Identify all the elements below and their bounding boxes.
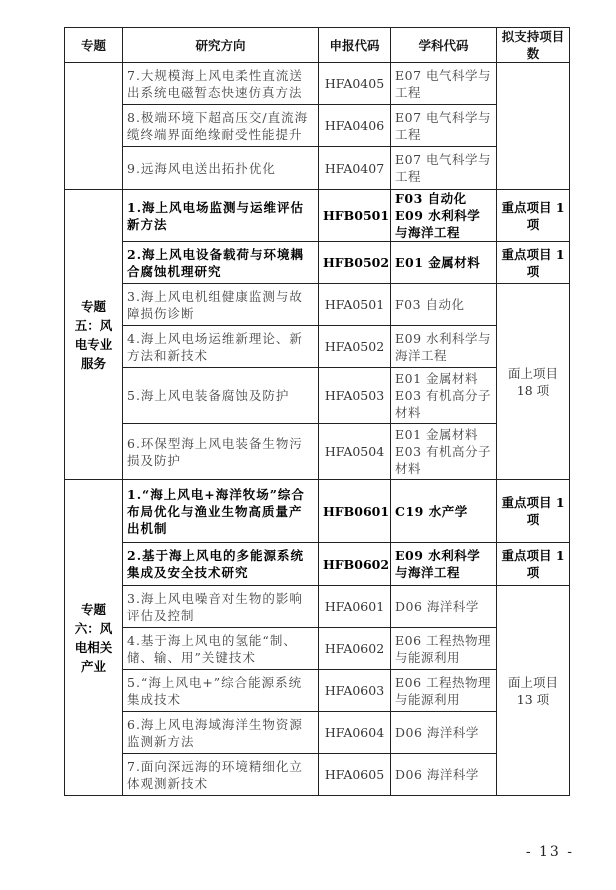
support-cell-continued [497,63,570,190]
apply-code-cell: HFA0503 [319,368,391,424]
table-row [65,147,570,190]
header-direction: 研究方向 [123,28,319,63]
subject-code-cell: E09 水利科学与海洋工程 [391,326,497,368]
table-row [65,424,570,480]
direction-cell: 4.海上风电场运维新理论、新方法和新技术 [123,326,319,368]
header-apply-code: 申报代码 [319,28,391,63]
direction-cell: 7.面向深远海的环境精细化立体观测新技术 [123,754,319,796]
direction-cell: 5.海上风电装备腐蚀及防护 [123,368,319,424]
apply-code-cell: HFA0406 [319,105,391,147]
apply-code-cell: HFA0501 [319,284,391,326]
support-cell: 重点项目 1 项 [497,190,570,242]
subject-code-cell: F03 自动化 E09 水利科学与海洋工程 [391,190,497,242]
support-cell: 重点项目 1 项 [497,242,570,284]
topic-name-cell: 专题五：风电专业服务 [65,190,123,480]
apply-code-cell: HFA0407 [319,147,391,190]
header-subject-code: 学科代码 [391,28,497,63]
subject-code-cell: D06 海洋科学 [391,586,497,628]
header-row [65,28,570,63]
subject-code-cell: E09 水利科学与海洋工程 [391,543,497,586]
subject-code-cell: E06 工程热物理与能源利用 [391,670,497,712]
direction-cell: 6.环保型海上风电装备生物污损及防护 [123,424,319,480]
table-row [65,326,570,368]
direction-cell: 3.海上风电噪音对生物的影响评估及控制 [123,586,319,628]
direction-cell: 1.“海上风电+海洋牧场”综合布局优化与渔业生物高质量产出机制 [123,480,319,543]
subject-code-cell: E01 金属材料 [391,242,497,284]
table-row [65,628,570,670]
table-row [65,368,570,424]
support-cell: 重点项目 1 项 [497,543,570,586]
direction-cell: 2.海上风电设备载荷与环境耦合腐蚀机理研究 [123,242,319,284]
table-row [65,543,570,586]
subject-code-cell: D06 海洋科学 [391,754,497,796]
table-row [65,242,570,284]
table-row [65,670,570,712]
apply-code-cell: HFA0504 [319,424,391,480]
apply-code-cell: HFA0405 [319,63,391,105]
apply-code-cell: HFB0601 [319,480,391,543]
apply-code-cell: HFB0502 [319,242,391,284]
apply-code-cell: HFB0501 [319,190,391,242]
topic-name-cell: 专题六：风电相关产业 [65,480,123,796]
subject-code-cell: E01 金属材料 E03 有机高分子材料 [391,368,497,424]
subject-code-cell: E07 电气科学与工程 [391,105,497,147]
topic-cell-continued [65,63,123,190]
direction-cell: 5.“海上风电+”综合能源系统集成技术 [123,670,319,712]
subject-code-cell: F03 自动化 [391,284,497,326]
direction-cell: 8.极端环境下超高压交/直流海缆终端界面绝缘耐受性能提升 [123,105,319,147]
table-row [65,284,570,326]
direction-cell: 9.远海风电送出拓扑优化 [123,147,319,190]
apply-code-cell: HFA0603 [319,670,391,712]
table-row [65,105,570,147]
header-support: 拟支持项目数 [497,28,570,63]
page-number: - 13 - [525,844,574,860]
table-row [65,586,570,628]
subject-code-cell: C19 水产学 [391,480,497,543]
apply-code-cell: HFA0604 [319,712,391,754]
table-row [65,63,570,105]
apply-code-cell: HFA0605 [319,754,391,796]
apply-code-cell: HFA0502 [319,326,391,368]
direction-cell: 7.大规模海上风电柔性直流送出系统电磁暂态快速仿真方法 [123,63,319,105]
direction-cell: 1.海上风电场监测与运维评估新方法 [123,190,319,242]
subject-code-cell: E07 电气科学与工程 [391,63,497,105]
apply-code-cell: HFA0602 [319,628,391,670]
table-row [65,190,570,242]
table-row [65,480,570,543]
support-cell: 重点项目 1 项 [497,480,570,543]
direction-cell: 4.基于海上风电的氢能“制、储、输、用”关键技术 [123,628,319,670]
header-topic: 专题 [65,28,123,63]
apply-code-cell: HFA0601 [319,586,391,628]
project-table [64,27,570,796]
table-row [65,754,570,796]
subject-code-cell: E07 电气科学与工程 [391,147,497,190]
support-cell: 面上项目 18 项 [497,284,570,480]
table-row [65,712,570,754]
apply-code-cell: HFB0602 [319,543,391,586]
subject-code-cell: D06 海洋科学 [391,712,497,754]
direction-cell: 2.基于海上风电的多能源系统集成及安全技术研究 [123,543,319,586]
subject-code-cell: E01 金属材料 E03 有机高分子材料 [391,424,497,480]
direction-cell: 3.海上风电机组健康监测与故障损伤诊断 [123,284,319,326]
direction-cell: 6.海上风电海域海洋生物资源监测新方法 [123,712,319,754]
subject-code-cell: E06 工程热物理与能源利用 [391,628,497,670]
support-cell: 面上项目 13 项 [497,586,570,796]
